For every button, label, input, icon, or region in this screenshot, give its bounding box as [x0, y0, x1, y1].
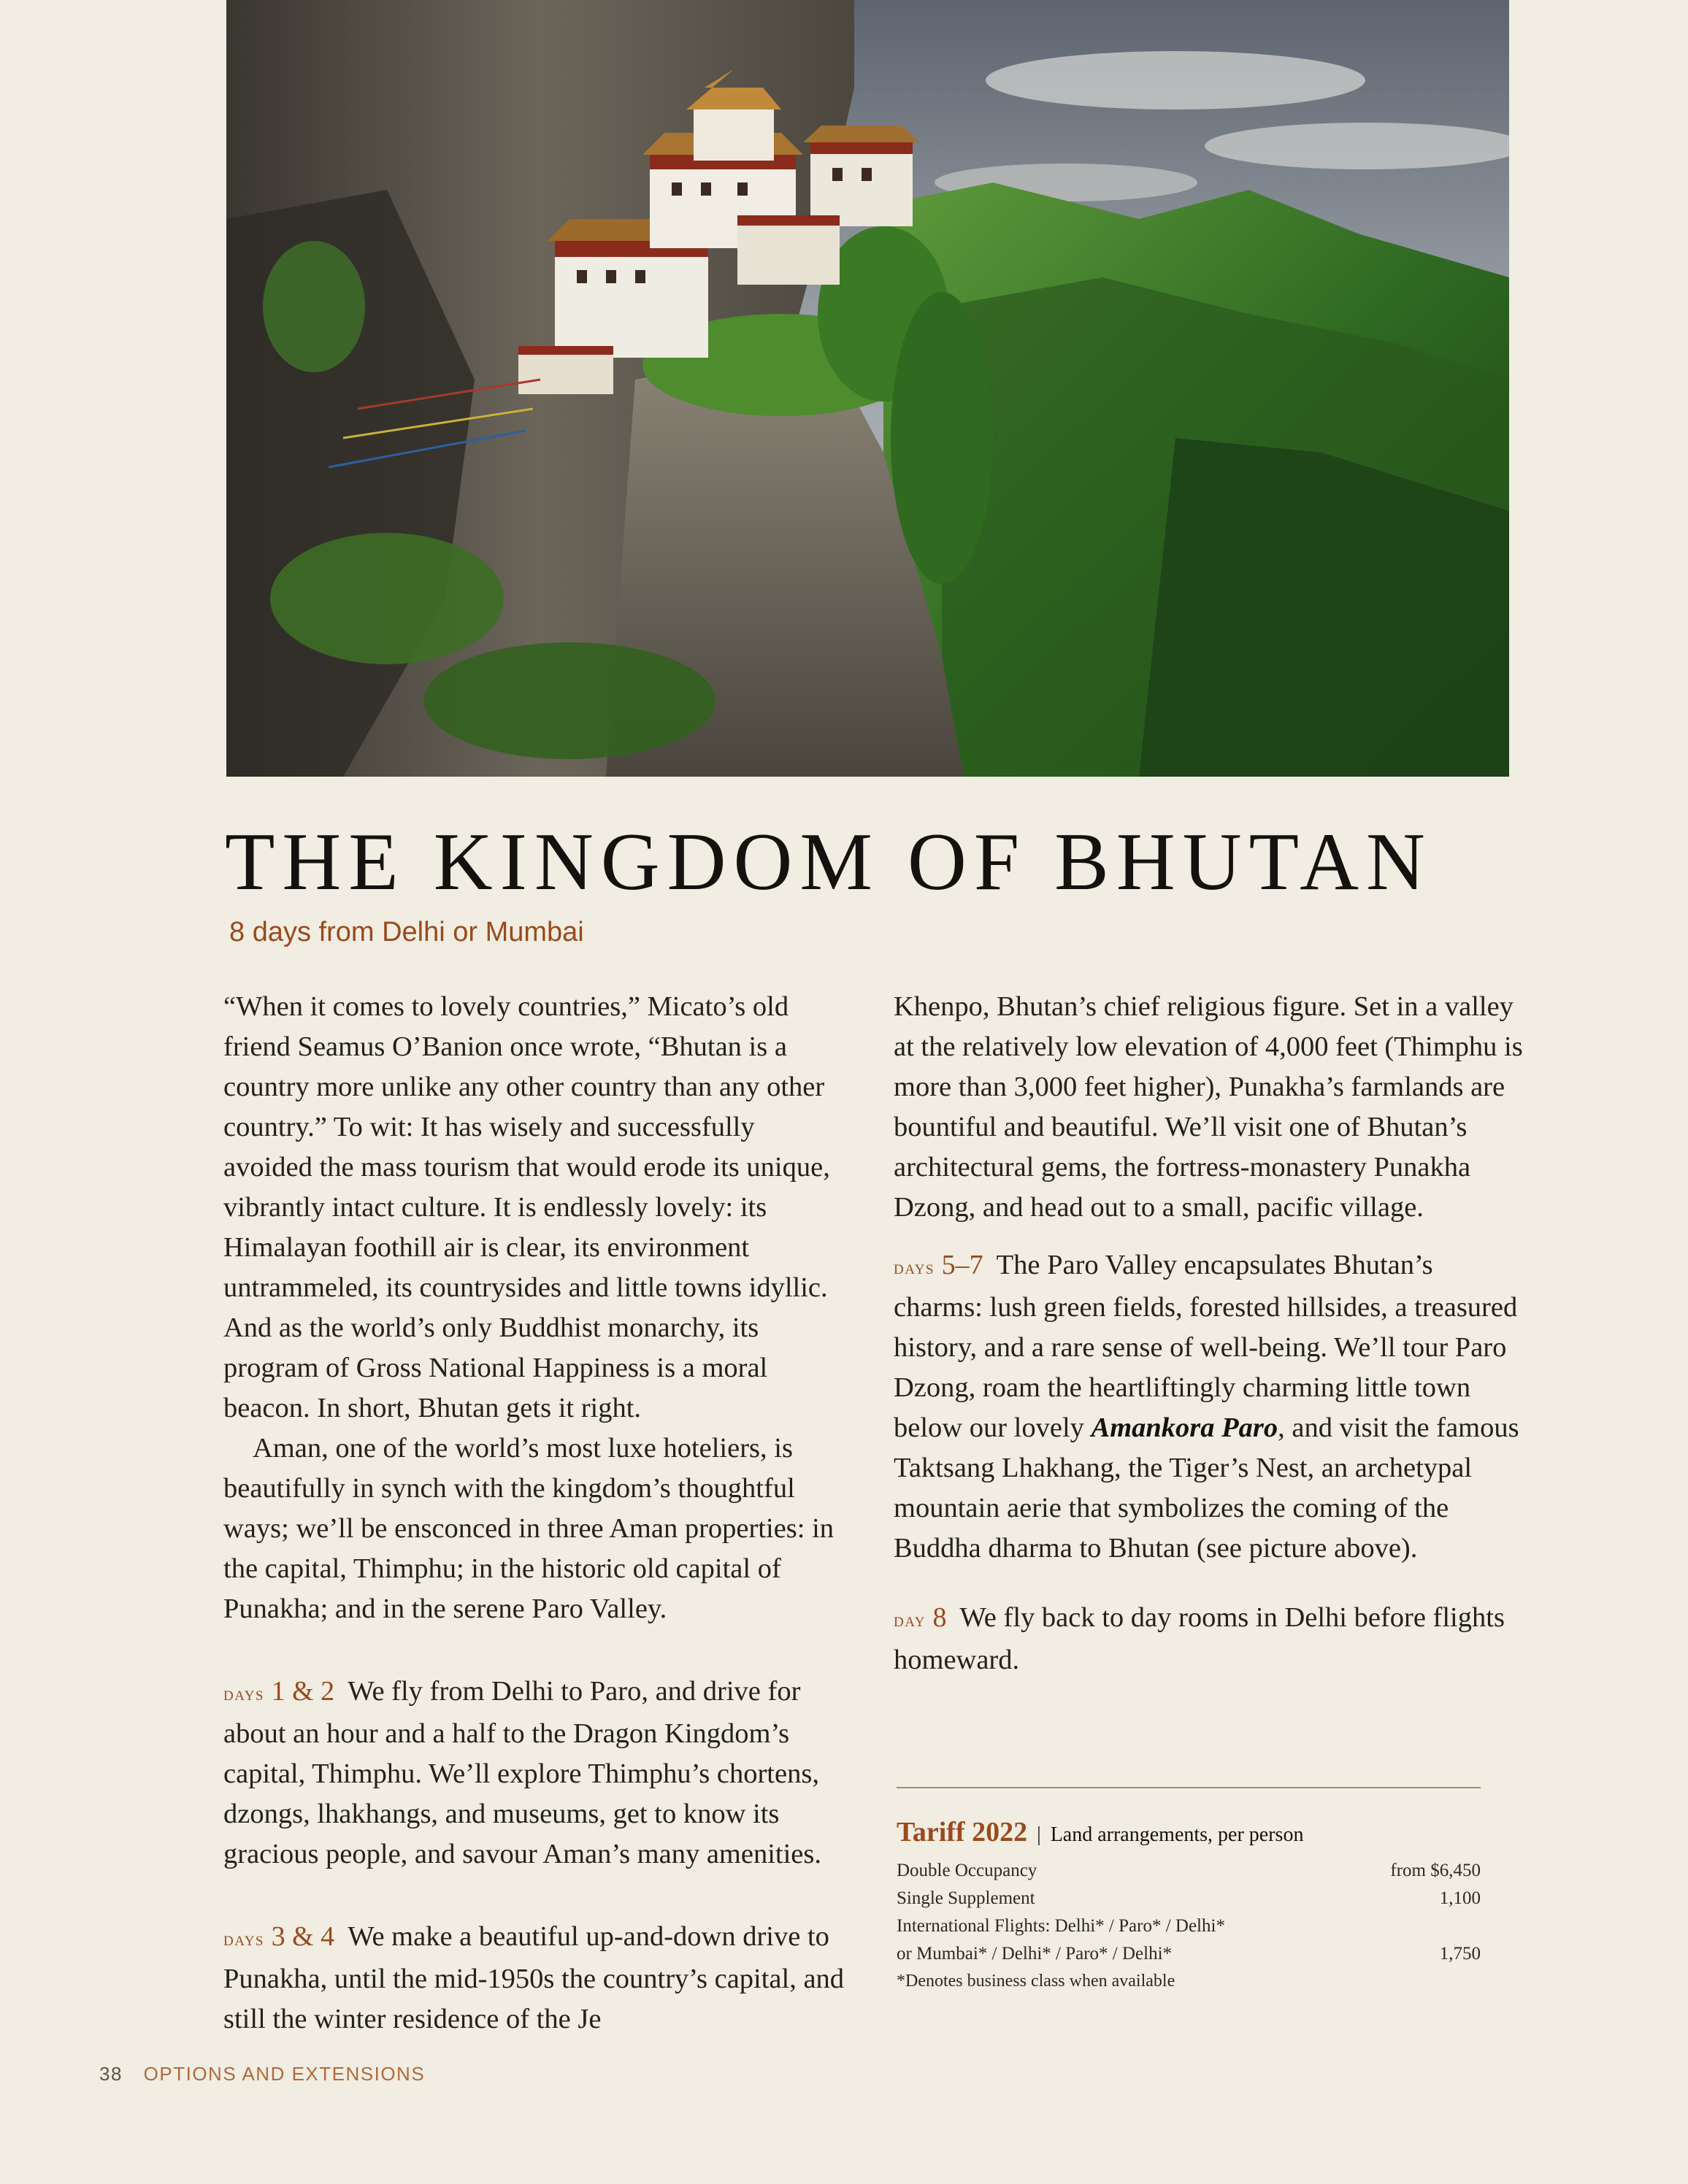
- itinerary-day: [894, 1245, 1523, 1569]
- day-tag: days: [894, 1256, 935, 1278]
- day-number: 5–7: [941, 1250, 983, 1280]
- day-text: We fly back to day rooms in Delhi before flights homeward.: [894, 1602, 1505, 1675]
- day-text: We make a beautiful up-and-down drive to Punakha, until the mid-1950s the country’s capital, and still the winter residence of the Je: [223, 1921, 845, 2034]
- tariff-row: [897, 1885, 1481, 1912]
- hero-photo: [226, 0, 1509, 777]
- day-tag: days: [223, 1928, 264, 1950]
- hero-illustration: [226, 0, 1509, 777]
- day-number: 8: [932, 1602, 947, 1633]
- page-number: 38: [99, 2063, 123, 2085]
- tariff-label: Single Supplement: [897, 1888, 1035, 1908]
- left-column: [223, 987, 848, 2039]
- tariff-label: or Mumbai* / Delhi* / Paro* / Delhi*: [897, 1944, 1173, 1964]
- tariff-separator: |: [1037, 1823, 1041, 1846]
- day-tag: days: [223, 1683, 264, 1704]
- tariff-label: Double Occupancy: [897, 1861, 1037, 1880]
- day-tag: day: [894, 1609, 926, 1631]
- hotel-name: Amankora Paro: [1091, 1412, 1278, 1443]
- intro-paragraph: “When it comes to lovely countries,” Micato’s old friend Seamus O’Banion once wrote, “Bhutan is a country more unlike any other country than any other country.” To wit: It has wisely and successfully avoided the mass tourism that would erode its unique, vibrantly intact culture. It is endlessly lovely: its Himalayan foothill air is clear, its environment untrammeled, its countrysides and little towns idyllic. And as the world’s only Buddhist monarchy, its program of Gross National Happiness is a moral beacon. In short, Bhutan gets it right.: [223, 991, 830, 1423]
- page-subtitle: 8 days from Delhi or Mumbai: [229, 917, 584, 947]
- tariff-title: Tariff 2022: [897, 1817, 1028, 1847]
- day-text: , and visit the famous Taktsang Lhakhang, the Tiger’s Nest, an archetypal mountain aerie that symbolizes the coming of the Buddha dharma to Bhutan (see picture above).: [894, 1412, 1519, 1564]
- day-text: We fly from Delhi to Paro, and drive for about an hour and a half to the Dragon Kingdom’s capital, Thimphu. We’ll explore Thimphu’s chortens, dzongs, lhakhangs, and museums, get to know its gracious people, and savour Aman’s many amenities.: [223, 1676, 821, 1869]
- itinerary-day: [223, 1672, 848, 1875]
- right-column: [894, 987, 1523, 1680]
- day-number: 1 & 2: [271, 1676, 335, 1707]
- tariff-subtitle: Land arrangements, per person: [1050, 1823, 1304, 1846]
- day-text: The Paro Valley encapsulates Bhutan’s charms: lush green fields, forested hillsides, a treasured history, and a rare sense of well-being. We’ll tour Paro Dzong, roam the heartliftingly charming little town below our lovely: [894, 1250, 1518, 1443]
- tariff-row: [897, 1940, 1481, 1968]
- tariff-value: 1,750: [1439, 1944, 1481, 1964]
- tariff-heading: [897, 1816, 1481, 1848]
- tariff-box: [897, 1787, 1481, 1994]
- day-number: 3 & 4: [271, 1921, 335, 1952]
- tariff-value: 1,100: [1439, 1888, 1481, 1908]
- tariff-value: from $6,450: [1390, 1861, 1481, 1880]
- section-name: OPTIONS AND EXTENSIONS: [143, 2063, 426, 2085]
- intro-paragraph: Aman, one of the world’s most luxe hoteliers, is beautifully in synch with the kingdom’s thoughtful ways; we’ll be ensconced in three Aman properties: in the capital, Thimphu; in the historic old capital of Punakha; and in the serene Paro Valley.: [223, 1433, 835, 1624]
- tariff-row: [897, 1912, 1481, 1940]
- page-title: THE KINGDOM OF BHUTAN: [225, 817, 1432, 907]
- itinerary-day: [894, 1598, 1523, 1680]
- tariff-note: *Denotes business class when available: [897, 1972, 1175, 1991]
- itinerary-day: [223, 1917, 848, 2039]
- itinerary-continuation: Khenpo, Bhutan’s chief religious figure. Set in a valley at the relatively low elevation of 4,000 feet (Thimphu is more than 3,000 feet higher), Punakha’s farmlands are bountiful and beautiful. We’ll visit one of Bhutan’s architectural gems, the fortress-monastery Punakha Dzong, and head out to a small, pacific village.: [894, 991, 1523, 1223]
- page-footer: [99, 2063, 425, 2085]
- tariff-label: International Flights: Delhi* / Paro* / Delhi*: [897, 1916, 1225, 1936]
- tariff-row: [897, 1857, 1481, 1885]
